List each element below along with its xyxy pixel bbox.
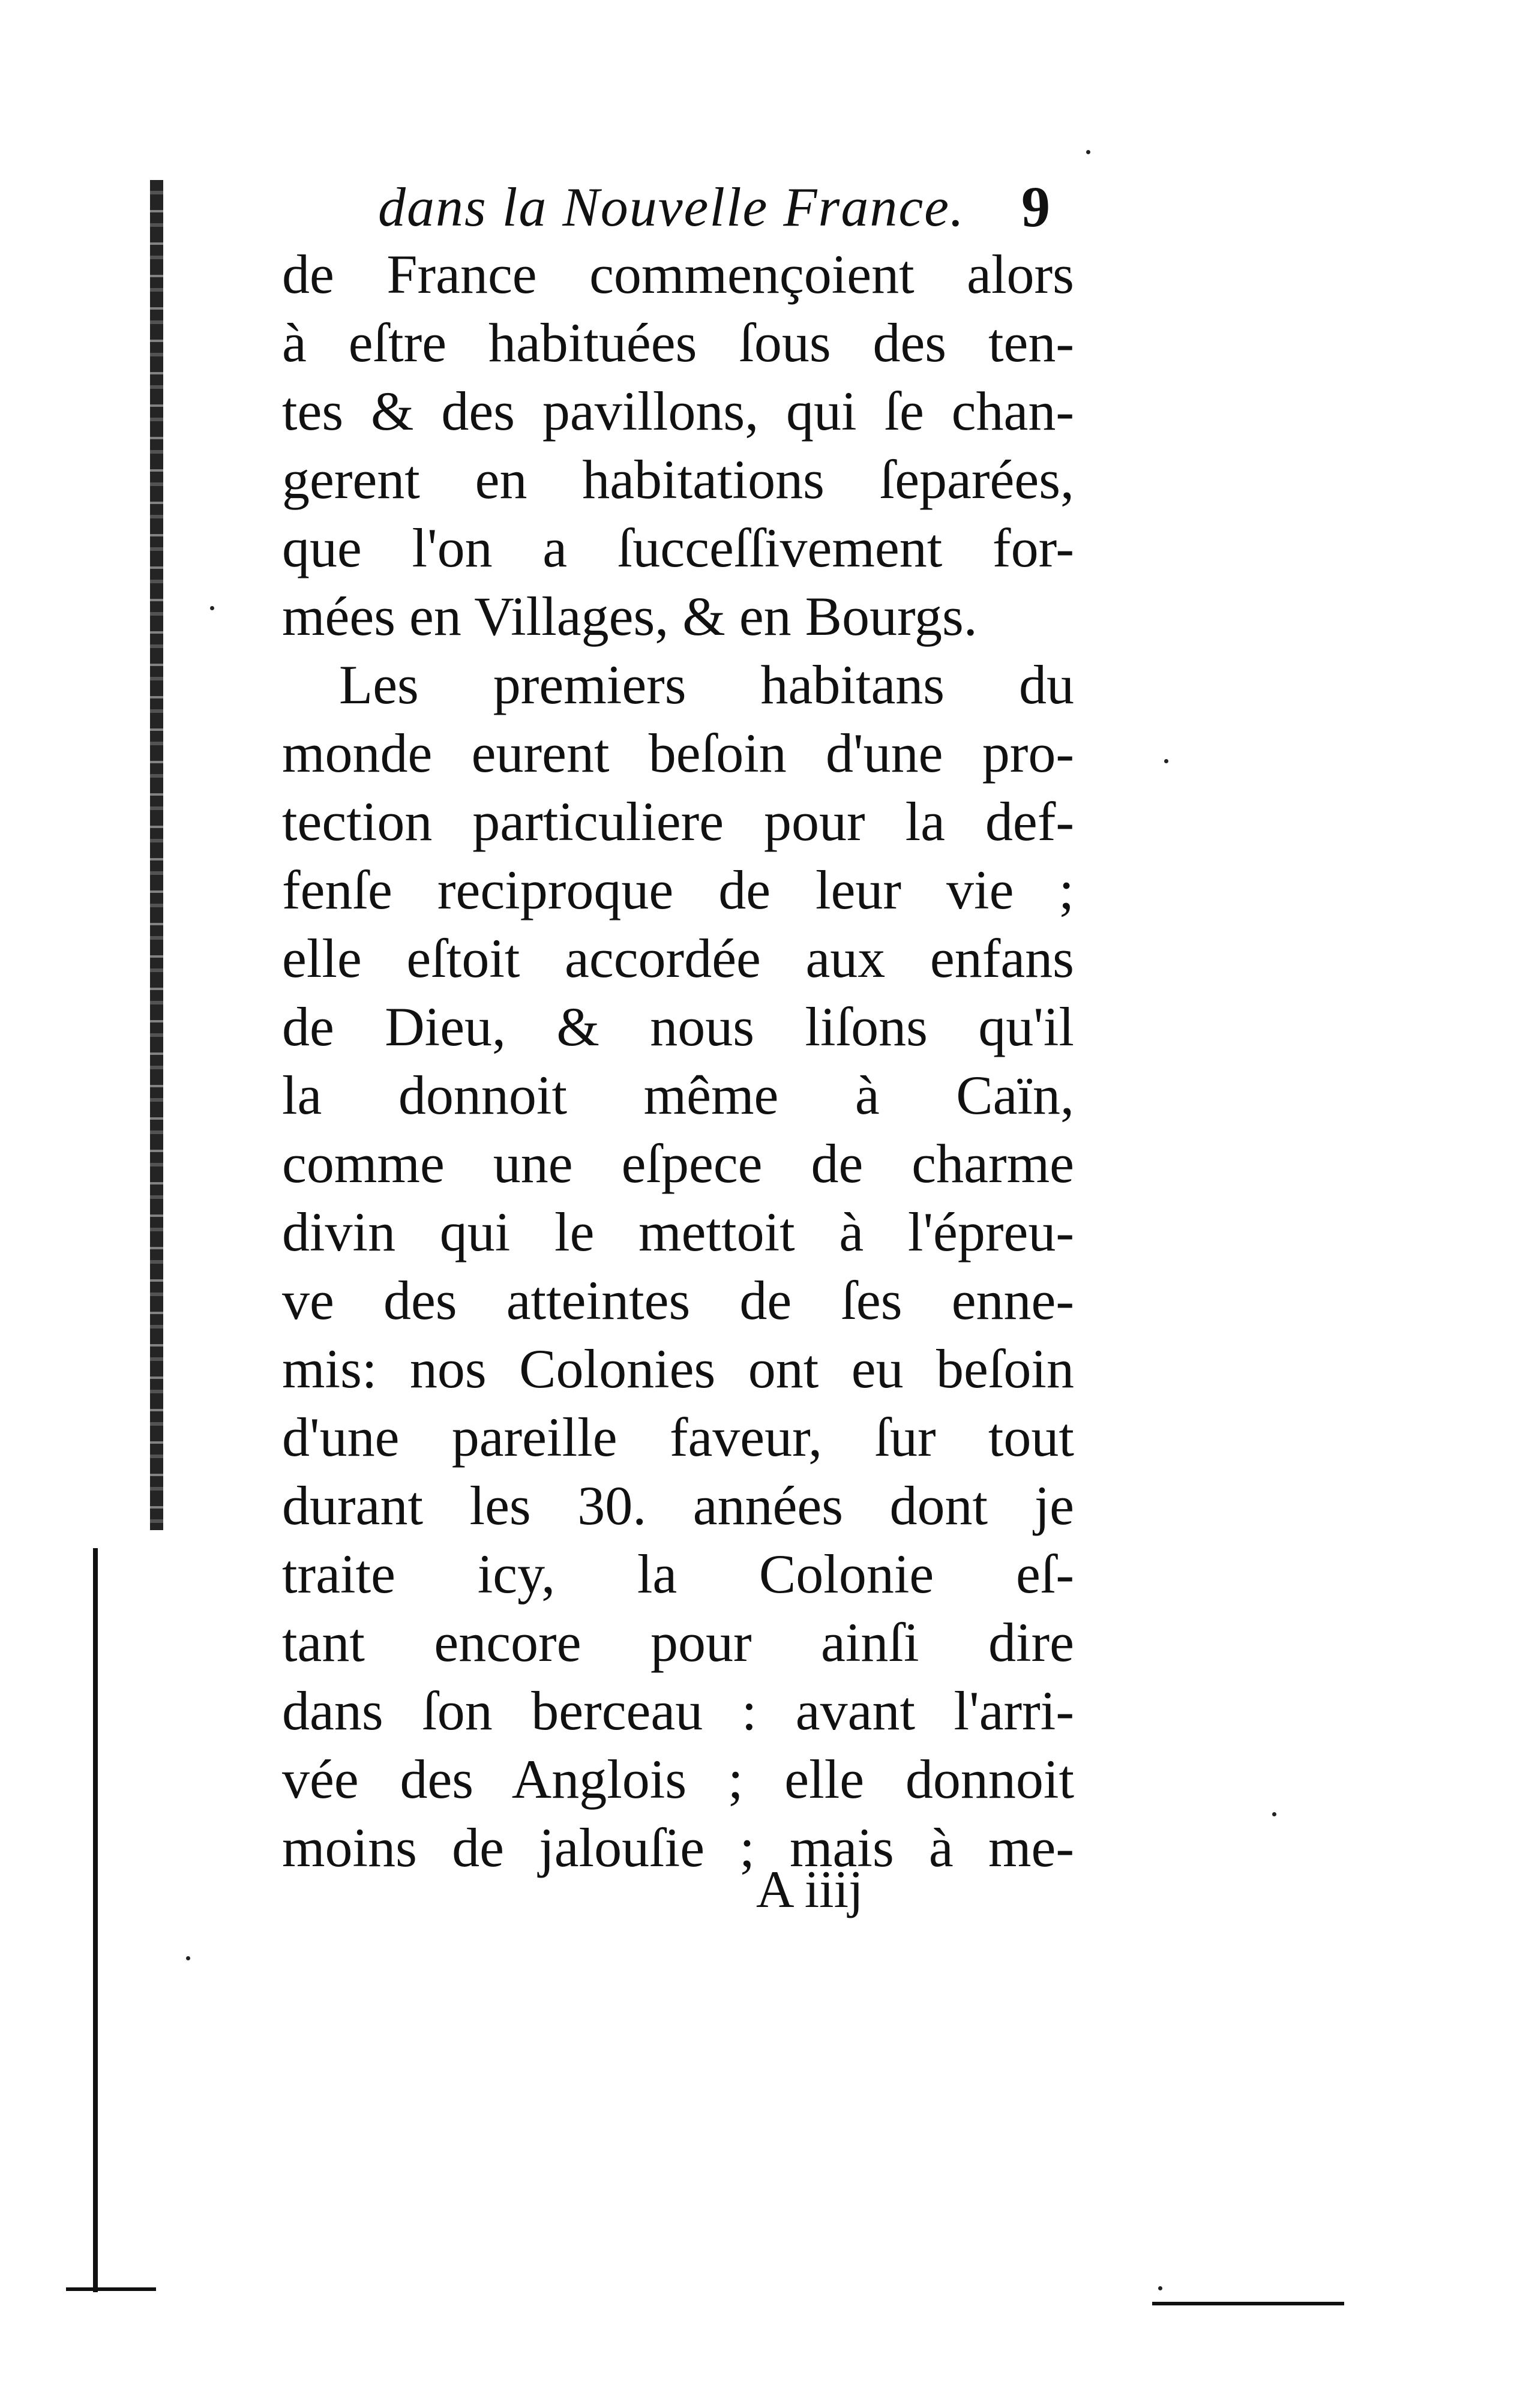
text-line: à eſtre habituées ſous des ten- (282, 312, 1074, 373)
text-line: ve des atteintes de ſes enne- (282, 1270, 1074, 1331)
ink-speck (1158, 2286, 1162, 2290)
text-line: monde eurent beſoin d'une pro- (282, 722, 1074, 784)
text-line: vée des Anglois ; elle donnoit (282, 1749, 1074, 1810)
ink-speck (1272, 1812, 1276, 1816)
bottom-rule (1152, 2302, 1344, 2305)
text-line: mis: nos Colonies ont eu beſoin (282, 1338, 1074, 1399)
text-line: la donnoit même à Caïn, (282, 1064, 1074, 1126)
text-line: tes & des pavillons, qui ſe chan- (282, 380, 1074, 442)
ink-speck (186, 1956, 190, 1960)
text-line: dans ſon berceau : avant l'arri- (282, 1680, 1074, 1741)
text-line: traite icy, la Colonie eſ- (282, 1543, 1074, 1605)
text-line: tection particuliere pour la def- (282, 791, 1074, 852)
text-line: durant les 30. années dont je (282, 1475, 1074, 1536)
text-line: d'une pareille faveur, ſur tout (282, 1407, 1074, 1468)
ink-speck (1086, 150, 1090, 154)
page-header (354, 174, 1062, 240)
binding-spine (150, 180, 163, 1530)
ink-speck (210, 606, 214, 610)
text-line: moins de jalouſie ; mais à me- (282, 1817, 1074, 1878)
binding-edge-rule (93, 1548, 98, 2292)
running-head: dans la Nouvelle France. (378, 176, 966, 238)
body-text (282, 240, 1074, 1882)
page-number: 9 (1021, 175, 1050, 239)
text-line: Les premiers habitans du (339, 654, 1074, 715)
text-line: gerent en habitations ſeparées, (282, 449, 1074, 510)
text-line: comme une eſpece de charme (282, 1133, 1074, 1194)
signature-mark: A iiij (756, 1861, 864, 1919)
text-line: divin qui le mettoit à l'épreu- (282, 1201, 1074, 1263)
text-line: elle eſtoit accordée aux enfans (282, 928, 1074, 989)
text-line: de Dieu, & nous liſons qu'il (282, 996, 1074, 1057)
binding-edge-foot (66, 2287, 156, 2291)
text-line: mées en Villages, & en Bourgs. (282, 586, 978, 647)
text-line: que l'on a ſucceſſivement for- (282, 517, 1074, 578)
text-line: de France commençoient alors (282, 244, 1074, 305)
text-line: fenſe reciproque de leur vie ; (282, 859, 1074, 920)
text-line: tant encore pour ainſi dire (282, 1612, 1074, 1673)
ink-speck (1164, 759, 1168, 763)
